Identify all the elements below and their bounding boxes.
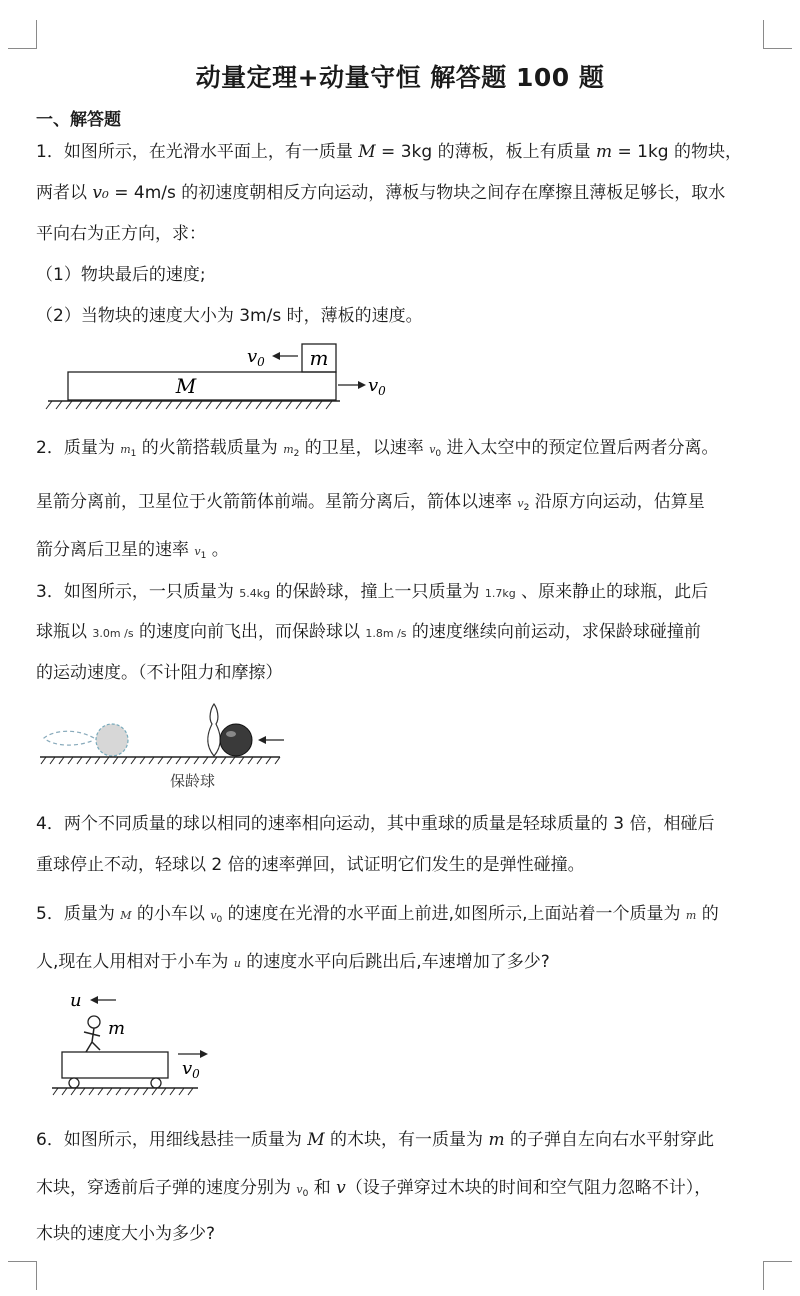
q3-line-2: 球瓶以 3.0m /s 的速度向前飞出，而保龄球以 1.8m /s 的速度继续向前运动，求保龄球碰撞前 (36, 622, 701, 642)
q3-line-1: 3．如图所示，一只质量为 5.4kg 的保龄球，撞上一只质量为 1.7kg 、原来静止的球瓶，此后 (36, 582, 709, 602)
q5-person-mass-label: m (108, 1018, 126, 1039)
q6-line-3: 木块的速度大小为多少? (36, 1224, 216, 1244)
q5-person-head (88, 1016, 100, 1028)
q1-subquestion-2: （2）当物块的速度大小为 3m/s 时，薄板的速度。 (36, 306, 423, 326)
q5-ground-hatching (53, 1088, 193, 1095)
q2-line-1: 2．质量为 $m_1$ 的火箭搭载质量为 $m_2$ 的卫星，以速率 $v_0$ 进入太空中的预定位置后两者分离。 (36, 438, 719, 459)
q5-cart-arrowhead (200, 1050, 208, 1058)
q1-board-arrowhead (358, 381, 366, 389)
q3-motion-trail (44, 731, 94, 745)
q3-ball-highlight (226, 731, 236, 737)
q3-diagram (36, 700, 296, 770)
q1-diagram (40, 338, 400, 418)
q1-subquestion-1: （1）物块最后的速度; (36, 265, 206, 285)
q4-line-2: 重球停止不动，轻球以 2 倍的速率弹回，试证明它们发生的是弹性碰撞。 (36, 855, 585, 875)
q1-board (68, 372, 336, 400)
q3-ball-before (96, 724, 128, 756)
q6-line-1: 6．如图所示，用细线悬挂一质量为 M 的木块，有一质量为 m 的子弹自左向右水平射穿此 (36, 1130, 714, 1150)
q5-line-1: 5．质量为 M 的小车以 $v_0$ 的速度在光滑的水平面上前进,如图所示,上面站着一个质量为 m 的 (36, 904, 719, 925)
q3-ground-hatching (41, 757, 280, 764)
q1-line-1: 1．如图所示，在光滑水平面上，有一质量 M = 3kg 的薄板，板上有质量 m = 1kg 的物块， (36, 142, 743, 162)
q1-block-label: m (309, 346, 329, 370)
crop-mark-bottom-left (8, 1261, 37, 1290)
crop-mark-bottom-right (763, 1261, 792, 1290)
q1-line-2: 两者以 v₀ = 4m/s 的初速度朝相反方向运动，薄板与物块之间存在摩擦且薄板足够长，取水 (36, 183, 726, 203)
q5-jump-arrowhead (90, 996, 98, 1004)
q5-diagram (48, 988, 248, 1098)
q3-figure-caption: 保龄球 (170, 772, 216, 790)
q1-block-arrowhead (272, 352, 280, 360)
q2-line-2: 星箭分离前，卫星位于火箭箭体前端。星箭分离后，箭体以速率 $v_2$ 沿原方向运动，估算星 (36, 492, 705, 513)
crop-mark-top-right (763, 20, 792, 49)
q6-line-2: 木块，穿透前后子弹的速度分别为 $v_0$ 和 v（设子弹穿过木块的时间和空气阻力忽略不计）， (36, 1178, 712, 1199)
q3-ball-arrowhead (258, 736, 266, 744)
crop-mark-top-left (8, 20, 37, 49)
q4-line-1: 4．两个不同质量的球以相同的速率相向运动，其中重球的质量是轻球质量的 3 倍，相碰后 (36, 814, 715, 834)
q1-board-velocity-label: $v_0$ (368, 375, 386, 398)
q5-cart-wheel-right (151, 1078, 161, 1088)
q1-board-label: M (175, 374, 197, 398)
q3-bowling-ball (220, 724, 252, 756)
q2-line-3: 箭分离后卫星的速率 $v_1$ 。 (36, 540, 229, 561)
page-title: 动量定理+动量守恒 解答题 100 题 (195, 63, 605, 92)
q5-jump-velocity-label: u (70, 990, 82, 1011)
q3-bowling-pin (208, 704, 221, 756)
q1-block-velocity-label: $v_0$ (247, 346, 265, 369)
q5-line-2: 人,现在人用相对于小车为 u 的速度水平向后跳出后,车速增加了多少? (36, 952, 550, 972)
q1-ground-hatching (46, 401, 332, 409)
section-heading: 一、解答题 (36, 110, 121, 130)
q1-line-3: 平向右为正方向，求： (36, 224, 206, 244)
q3-line-3: 的运动速度。（不计阻力和摩擦） (36, 663, 283, 683)
q5-cart-wheel-left (69, 1078, 79, 1088)
q5-cart (62, 1052, 168, 1078)
q5-person-body (84, 1028, 100, 1052)
q5-cart-velocity-label: $v_0$ (182, 1058, 200, 1081)
